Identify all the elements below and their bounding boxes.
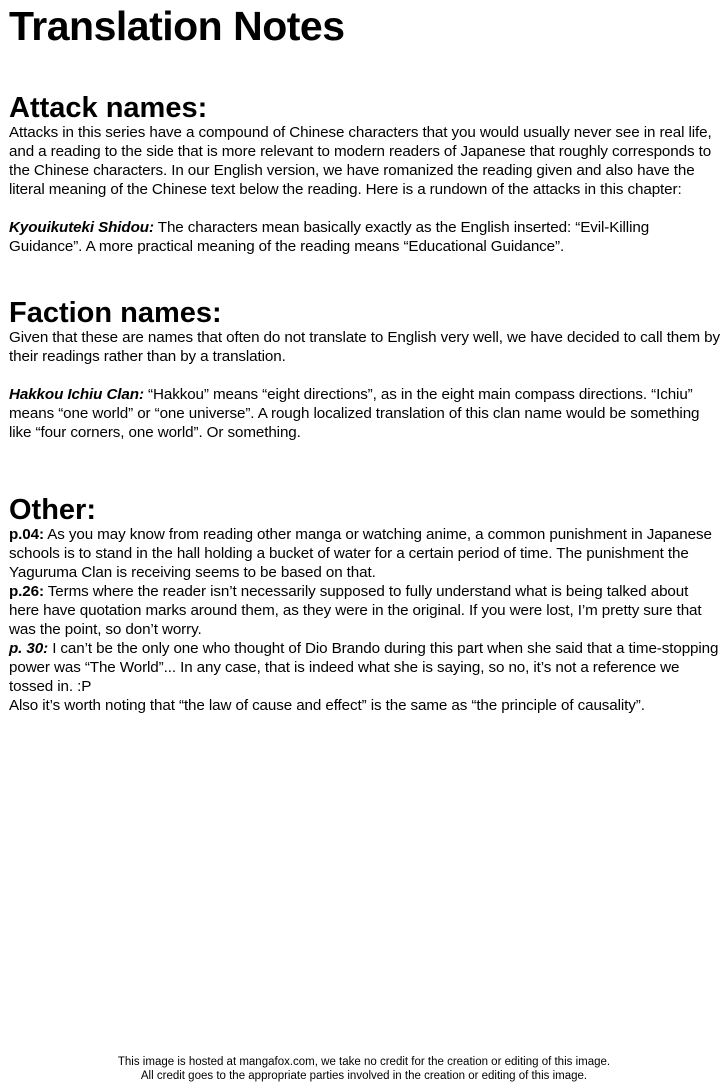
- attack-names-heading: Attack names:: [9, 92, 208, 124]
- note-p04: [9, 525, 721, 582]
- footer-line-2: All credit goes to the appropriate parties involved in the creation or editing of this image.: [140, 1070, 588, 1082]
- page-title: Translation Notes: [9, 3, 345, 49]
- attack-term-text: The characters mean basically exactly as the English inserted: “Evil-Killing Guidance”. A more practical meaning of the reading means “Educational Guidance”.: [9, 219, 650, 255]
- faction-names-heading: Faction names:: [9, 297, 222, 329]
- note-p04-label: p.04:: [9, 526, 44, 543]
- faction-term-text: “Hakkou” means “eight directions”, as in the eight main compass directions. “Ichiu” means “one world” or “one universe”. A rough localized translation of this clan name would be something like “four corners, one world”. Or something.: [9, 386, 700, 441]
- other-heading: Other:: [9, 494, 96, 526]
- faction-term-label: Hakkou Ichiu Clan:: [9, 386, 144, 403]
- attack-term-entry: [9, 218, 721, 256]
- hosting-credit-footer: [0, 1055, 728, 1083]
- note-p30-label: p. 30:: [9, 640, 49, 657]
- note-also: Also it’s worth noting that “the law of cause and effect” is the same as “the principle of causality”.: [9, 697, 645, 714]
- attack-names-intro: Attacks in this series have a compound of Chinese characters that you would usually never see in real life, and a reading to the side that is more relevant to modern readers of Japanese that roughly corresponds to the Chinese characters. In our English version, we have romanized the reading given and also have the literal meaning of the Chinese text below the reading. Here is a rundown of the attacks in this chapter:: [9, 124, 712, 198]
- note-p04-text: As you may know from reading other manga or watching anime, a common punishment in Japanese schools is to stand in the hall holding a bucket of water for a certain period of time. The punishment the Yaguruma Clan is receiving seems to be based on that.: [9, 526, 712, 581]
- faction-names-section: [9, 298, 721, 442]
- other-section: [9, 495, 721, 715]
- note-p30: [9, 639, 721, 696]
- footer-line-1: This image is hosted at mangafox.com, we take no credit for the creation or editing of this image.: [117, 1056, 611, 1068]
- note-p26-text: Terms where the reader isn’t necessarily supposed to fully understand what is being talked about here have quotation marks around them, as they were in the original. If you were lost, I’m pretty sure that was the point, so don’t worry.: [9, 583, 702, 638]
- faction-names-intro: Given that these are names that often do not translate to English very well, we have decided to call them by their readings rather than by a translation.: [9, 329, 721, 365]
- note-p26: [9, 582, 721, 639]
- attack-term-label: Kyouikuteki Shidou:: [9, 219, 154, 236]
- faction-term-entry: [9, 385, 721, 442]
- note-p26-label: p.26:: [9, 583, 44, 600]
- attack-names-section: [9, 93, 721, 256]
- note-p30-text: I can’t be the only one who thought of Dio Brando during this part when she said that a time-stopping power was “The World”... In any case, that is indeed what she is saying, so no, it’s not a reference we tossed in. :P: [9, 640, 719, 695]
